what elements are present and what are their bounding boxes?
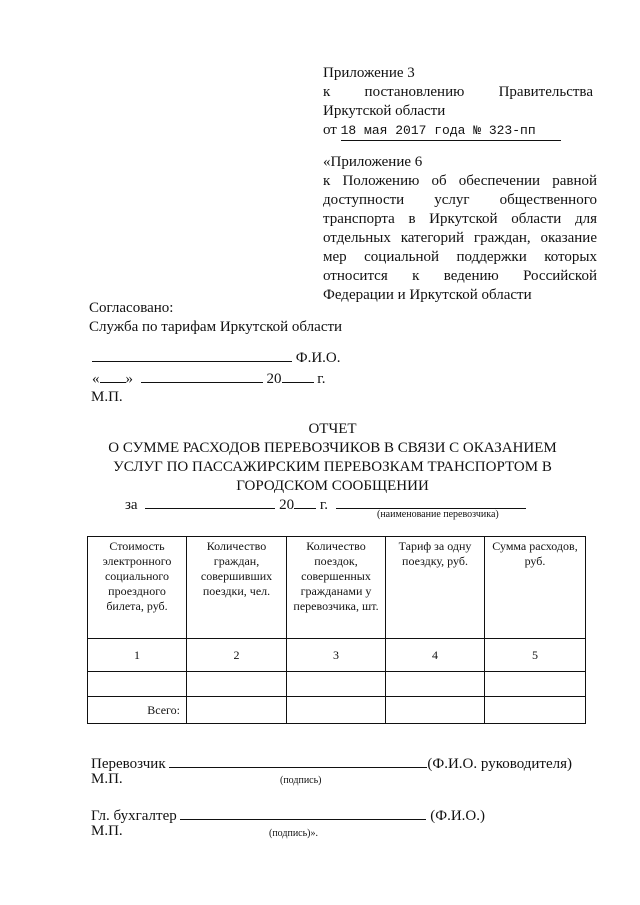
appendix6-block xyxy=(323,153,597,305)
approval-date-line: « » 20 г. xyxy=(92,368,325,389)
approval-stamp: М.П. xyxy=(91,389,123,405)
table-header-cell: Тариф за одну поездку, руб. xyxy=(386,537,485,639)
report-title-block xyxy=(80,420,585,496)
table-header-cell: Количество поездок, совершенных гражданами у перевозчика, шт. xyxy=(287,537,386,639)
table-cell xyxy=(187,697,287,724)
appendix6-line: относится к ведению Российской xyxy=(323,268,597,284)
carrier-signature-line: Перевозчик (Ф.И.О. руководителя) xyxy=(91,753,572,774)
table-cell xyxy=(386,672,485,697)
table-header-cell: Стоимость электронного социального проездного билета, руб. xyxy=(88,537,187,639)
appendix6-line: доступности услуг общественного xyxy=(323,192,597,208)
report-table xyxy=(87,536,586,724)
table-number-cell: 3 xyxy=(287,639,386,672)
table-row xyxy=(88,672,586,697)
table-cell xyxy=(287,672,386,697)
carrier-hint: (наименование перевозчика) xyxy=(377,509,499,520)
report-year-field xyxy=(294,494,316,509)
accountant-stamp: М.П. xyxy=(91,823,123,839)
appendix3-region: Иркутской области xyxy=(323,103,446,119)
report-period-field xyxy=(145,494,275,509)
approval-agreed: Согласовано: xyxy=(89,300,174,316)
carrier-name-field xyxy=(336,494,526,509)
appendix6-line: транспорта в Иркутской области для xyxy=(323,211,597,227)
report-title: ОТЧЕТ xyxy=(308,421,357,437)
report-title-line: УСЛУГ ПО ПАССАЖИРСКИМ ПЕРЕВОЗКАМ ТРАНСПОРТОМ В xyxy=(113,459,552,475)
approval-fio-line: Ф.И.О. xyxy=(92,347,341,368)
carrier-stamp: М.П. xyxy=(91,771,123,787)
report-title-line: О СУММЕ РАСХОДОВ ПЕРЕВОЗЧИКОВ В СВЯЗИ С ОКАЗАНИЕМ xyxy=(108,440,557,456)
table-header-cell: Количество граждан, совершивших поездки, чел. xyxy=(187,537,287,639)
table-number-cell: 1 xyxy=(88,639,187,672)
table-total-label: Всего: xyxy=(88,697,187,724)
appendix6-line: «Приложение 6 xyxy=(323,154,423,170)
approval-month-field xyxy=(141,368,263,383)
approval-service: Служба по тарифам Иркутской области xyxy=(89,319,343,335)
appendix3-title: Приложение 3 xyxy=(323,65,415,81)
table-number-cell: 5 xyxy=(485,639,586,672)
report-title-line: ГОРОДСКОМ СООБЩЕНИИ xyxy=(236,478,429,494)
decree-date-number: 18 мая 2017 года № 323-пп xyxy=(341,121,561,141)
appendix6-line: к Положению об обеспечении равной xyxy=(323,173,597,189)
table-cell xyxy=(386,697,485,724)
appendix6-line: Федерации и Иркутской области xyxy=(323,287,532,303)
appendix3-date: от 18 мая 2017 года № 323-пп xyxy=(323,121,593,141)
approval-block xyxy=(89,299,389,337)
accountant-signature-field xyxy=(180,805,426,820)
table-cell xyxy=(485,697,586,724)
table-number-row xyxy=(88,639,586,672)
table-cell xyxy=(88,672,187,697)
appendix3-line2: к постановлению Правительства xyxy=(323,84,593,100)
appendix3-block xyxy=(323,64,593,141)
table-number-cell: 2 xyxy=(187,639,287,672)
table-number-cell: 4 xyxy=(386,639,485,672)
report-period-line: за 20 г. xyxy=(125,494,526,515)
approval-signature-field xyxy=(92,347,292,362)
table-header-cell: Сумма расходов, руб. xyxy=(485,537,586,639)
table-cell xyxy=(485,672,586,697)
table-cell xyxy=(187,672,287,697)
table-total-row xyxy=(88,697,586,724)
carrier-sign-hint: (подпись) xyxy=(280,775,322,786)
approval-year-field xyxy=(282,368,314,383)
appendix6-line: мер социальной поддержки которых xyxy=(323,249,597,265)
table-header-row xyxy=(88,537,586,639)
accountant-sign-hint: (подпись)». xyxy=(269,828,319,839)
carrier-signature-field xyxy=(169,753,427,768)
table-cell xyxy=(287,697,386,724)
appendix6-line: отдельных категорий граждан, оказание xyxy=(323,230,597,246)
approval-day-field xyxy=(100,368,126,383)
accountant-signature-line: Гл. бухгалтер (Ф.И.О.) xyxy=(91,805,485,826)
